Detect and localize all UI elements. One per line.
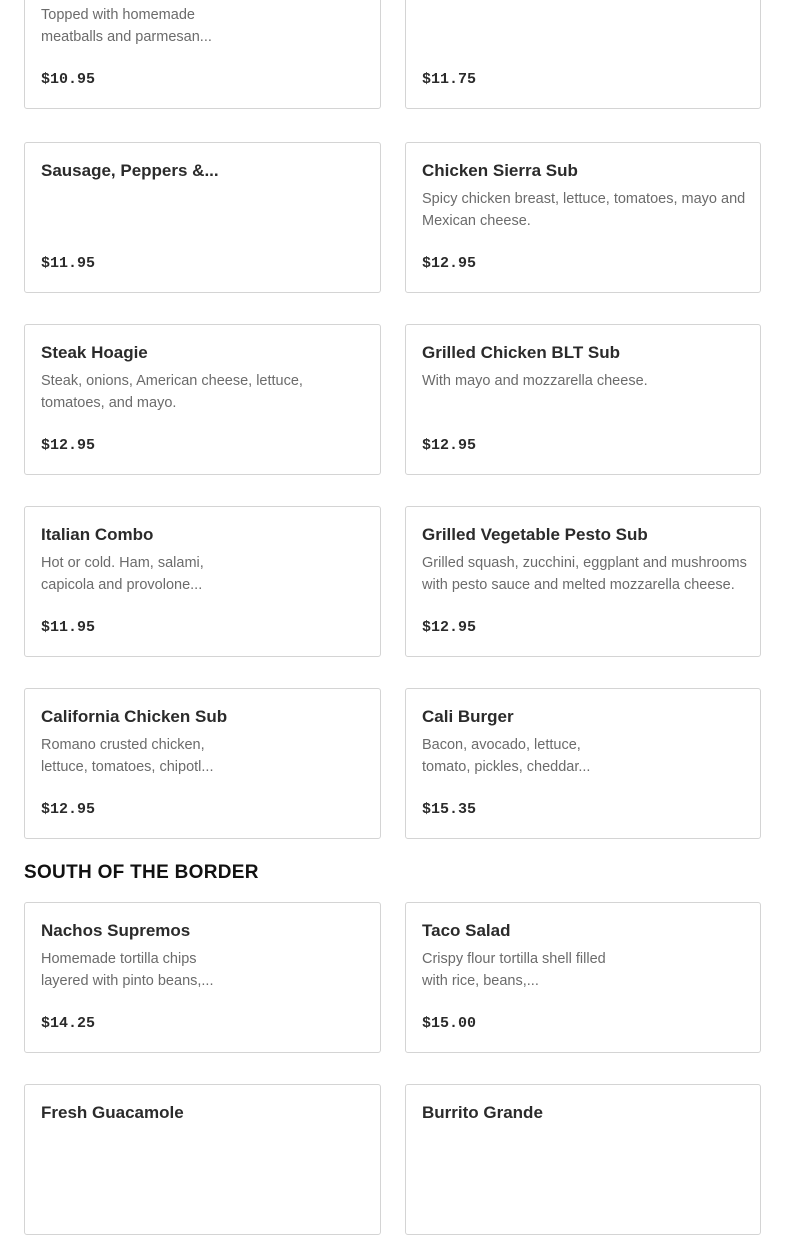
menu-item-card[interactable] [24,902,381,1053]
menu-item-price: $15.00 [422,1015,477,1032]
menu-item-card[interactable] [405,902,761,1053]
menu-item-card[interactable] [405,142,761,293]
menu-item-card[interactable] [405,0,761,109]
menu-item-card[interactable] [405,1084,761,1235]
menu-item-card[interactable] [24,688,381,839]
menu-item-description: Romano crusted chicken, lettuce, tomatoes, chipotl... [41,737,214,775]
menu-item-card[interactable] [24,324,381,475]
menu-item-card[interactable] [405,324,761,475]
menu-item-card[interactable] [24,506,381,657]
menu-item-name: Chicken Sierra Sub [422,161,578,180]
menu-item-name: Steak Hoagie [41,343,148,362]
menu-item-card[interactable] [24,1084,381,1235]
menu-item-card[interactable] [405,688,761,839]
menu-item-description: Topped with homemade meatballs and parmesan... [41,7,212,45]
menu-item-name: Italian Combo [41,525,154,544]
menu-item-name: Cali Burger [422,707,514,726]
menu-item-price: $12.95 [422,255,477,272]
menu-item-name: Burrito Grande [422,1103,543,1122]
menu-item-name: Taco Salad [422,921,511,940]
menu-item-price: $12.95 [41,801,96,818]
menu-item-name: Fresh Guacamole [41,1103,184,1122]
menu-item-description: Grilled squash, zucchini, eggplant and mushrooms with pesto sauce and melted mozzarella cheese. [422,555,747,593]
menu-item-name: California Chicken Sub [41,707,228,726]
menu-item-description: Homemade tortilla chips layered with pinto beans,... [41,951,214,989]
menu-item-price: $15.35 [422,801,477,818]
section-title: SOUTH OF THE BORDER [24,862,259,883]
menu-item-description: Steak, onions, American cheese, lettuce, tomatoes, and mayo. [41,373,303,411]
menu-item-card[interactable] [24,142,381,293]
menu-item-name: Grilled Chicken BLT Sub [422,343,621,362]
menu-item-price: $14.25 [41,1015,96,1032]
menu-item-price: $11.95 [41,255,96,272]
menu-item-description: Spicy chicken breast, lettuce, tomatoes, mayo and Mexican cheese. [422,191,746,229]
menu-item-price: $11.95 [41,619,96,636]
menu-item-name: Sausage, Peppers &... [41,161,219,180]
menu-item-card[interactable] [405,506,761,657]
menu-item-name: Grilled Vegetable Pesto Sub [422,525,648,544]
menu-item-price: $12.95 [422,437,477,454]
menu-item-card[interactable] [24,0,381,109]
menu-item-price: $12.95 [41,437,96,454]
menu-item-description: Bacon, avocado, lettuce, tomato, pickles, cheddar... [422,737,591,775]
menu-item-description: With mayo and mozzarella cheese. [422,373,648,389]
menu-item-description: Hot or cold. Ham, salami, capicola and provolone... [41,555,204,593]
menu-item-price: $11.75 [422,71,477,88]
menu-item-price: $10.95 [41,71,96,88]
menu-item-description: Crispy flour tortilla shell filled with rice, beans,... [422,951,606,989]
menu-item-price: $12.95 [422,619,477,636]
menu-item-name: Nachos Supremos [41,921,191,940]
